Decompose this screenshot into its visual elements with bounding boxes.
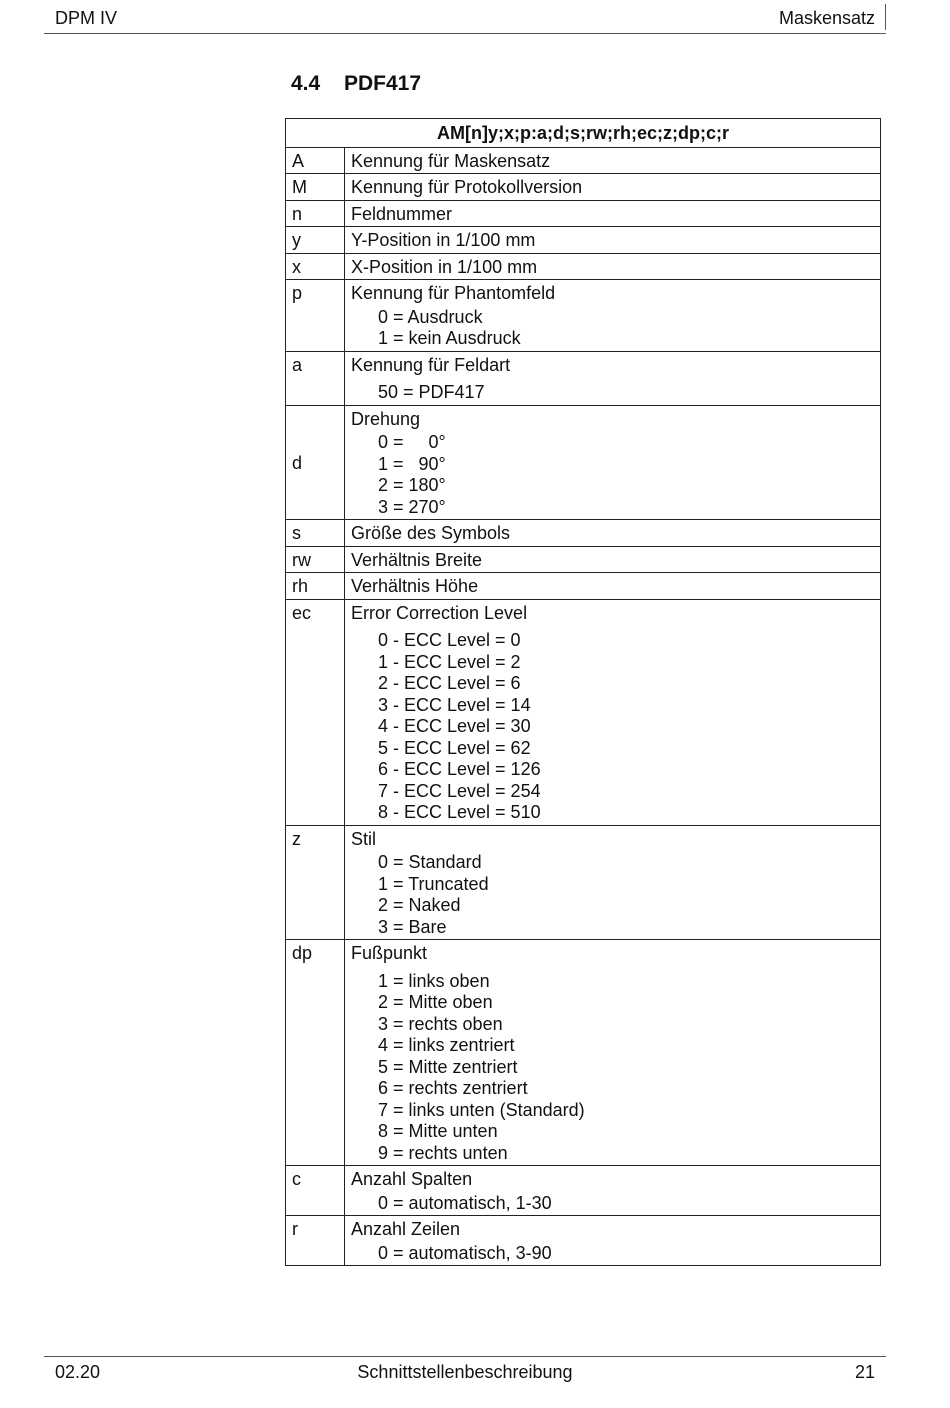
table-row xyxy=(286,147,881,174)
param-description: Anzahl Zeilen xyxy=(351,1219,461,1239)
param-option: 9 = rechts unten xyxy=(378,1142,508,1163)
param-description: Anzahl Spalten xyxy=(351,1169,473,1189)
parameter-table xyxy=(285,118,881,1266)
table-row xyxy=(286,940,881,1166)
param-option: 0 = automatisch, 3-90 xyxy=(378,1242,552,1263)
param-option: 4 = links zentriert xyxy=(378,1035,515,1055)
param-cell xyxy=(345,546,881,573)
param-options xyxy=(378,630,874,824)
table-row xyxy=(286,1166,881,1216)
param-key: M xyxy=(286,174,345,201)
param-option: 1 = 90° xyxy=(378,453,446,474)
table-row xyxy=(286,573,881,600)
param-key: z xyxy=(286,825,345,940)
param-key: p xyxy=(286,280,345,352)
param-option: 4 - ECC Level = 30 xyxy=(378,716,531,736)
param-description: Kennung für Maskensatz xyxy=(351,150,551,171)
param-option: 3 = Bare xyxy=(378,916,447,937)
param-option: 2 = Naked xyxy=(378,895,461,915)
param-option: 2 = Mitte oben xyxy=(378,992,493,1012)
param-key: ec xyxy=(286,599,345,825)
footer-rule xyxy=(44,1356,886,1357)
param-cell xyxy=(345,825,881,940)
param-description: Fußpunkt xyxy=(351,943,428,963)
param-option: 6 = rechts zentriert xyxy=(378,1078,528,1098)
param-description: Stil xyxy=(351,828,377,849)
table-header-row xyxy=(286,119,881,148)
param-options xyxy=(378,382,874,404)
param-cell xyxy=(345,200,881,227)
param-key: s xyxy=(286,520,345,547)
param-description: Verhältnis Höhe xyxy=(351,576,479,596)
table-row xyxy=(286,200,881,227)
param-option: 1 = kein Ausdruck xyxy=(378,328,521,348)
param-description: Kennung für Feldart xyxy=(351,354,511,375)
param-cell xyxy=(345,599,881,825)
param-options xyxy=(378,1243,874,1265)
param-cell xyxy=(345,227,881,254)
param-key: dp xyxy=(286,940,345,1166)
table-row xyxy=(286,351,881,405)
table-row xyxy=(286,546,881,573)
param-key: d xyxy=(286,405,345,520)
table-row xyxy=(286,1216,881,1266)
param-cell xyxy=(345,280,881,352)
param-cell xyxy=(345,253,881,280)
param-options xyxy=(378,1193,874,1215)
param-option: 8 = Mitte unten xyxy=(378,1121,498,1141)
param-cell xyxy=(345,1166,881,1216)
param-option: 8 - ECC Level = 510 xyxy=(378,802,541,822)
param-option: 0 = Ausdruck xyxy=(378,306,483,327)
param-option: 0 = Standard xyxy=(378,852,482,872)
param-key: rh xyxy=(286,573,345,600)
param-option: 7 = links unten (Standard) xyxy=(378,1099,585,1120)
table-row xyxy=(286,825,881,940)
table-row xyxy=(286,253,881,280)
table-row xyxy=(286,280,881,352)
param-description: X-Position in 1/100 mm xyxy=(351,256,538,277)
param-description: Verhältnis Breite xyxy=(351,549,483,570)
param-key: c xyxy=(286,1166,345,1216)
table-row xyxy=(286,227,881,254)
header-rule xyxy=(44,33,886,34)
param-options xyxy=(378,971,874,1165)
param-description: Y-Position in 1/100 mm xyxy=(351,230,536,250)
section-number: 4.4 xyxy=(291,72,321,95)
param-option: 1 = Truncated xyxy=(378,873,489,894)
param-option: 2 = 180° xyxy=(378,475,446,495)
param-options xyxy=(378,307,874,350)
param-cell xyxy=(345,940,881,1166)
param-cell xyxy=(345,405,881,520)
header-rule-tick xyxy=(885,4,886,30)
header-product: DPM IV xyxy=(55,8,118,28)
param-cell xyxy=(345,174,881,201)
param-cell xyxy=(345,573,881,600)
param-description: Größe des Symbols xyxy=(351,523,511,543)
param-key: rw xyxy=(286,546,345,573)
param-description: Feldnummer xyxy=(351,203,453,224)
param-cell xyxy=(345,351,881,405)
command-syntax: AM[n]y;x;p:a;d;s;rw;rh;ec;z;dp;c;r xyxy=(286,119,881,148)
param-cell xyxy=(345,520,881,547)
param-description: Error Correction Level xyxy=(351,602,528,623)
param-option: 1 = links oben xyxy=(378,970,490,991)
table-row xyxy=(286,599,881,825)
footer-version: 02.20 xyxy=(55,1362,101,1382)
param-key: y xyxy=(286,227,345,254)
param-option: 1 - ECC Level = 2 xyxy=(378,651,521,672)
param-description: Drehung xyxy=(351,408,421,429)
param-key: r xyxy=(286,1216,345,1266)
param-option: 3 - ECC Level = 14 xyxy=(378,694,531,715)
param-cell xyxy=(345,1216,881,1266)
param-option: 0 = 0° xyxy=(378,432,446,452)
param-option: 5 - ECC Level = 62 xyxy=(378,737,531,758)
param-option: 50 = PDF417 xyxy=(378,382,485,402)
param-description: Kennung für Phantomfeld xyxy=(351,283,556,303)
param-option: 5 = Mitte zentriert xyxy=(378,1056,518,1077)
table-body xyxy=(286,147,881,1266)
section-title: PDF417 xyxy=(344,72,422,95)
param-option: 3 = rechts oben xyxy=(378,1013,503,1034)
param-cell xyxy=(345,147,881,174)
param-key: x xyxy=(286,253,345,280)
param-options xyxy=(378,432,874,518)
param-option: 0 = automatisch, 1-30 xyxy=(378,1192,552,1213)
header-chapter: Maskensatz xyxy=(778,8,875,28)
param-option: 3 = 270° xyxy=(378,496,446,517)
param-option: 6 - ECC Level = 126 xyxy=(378,759,541,779)
footer-title: Schnittstellenbeschreibung xyxy=(357,1362,573,1382)
param-key: n xyxy=(286,200,345,227)
param-key: A xyxy=(286,147,345,174)
table-row xyxy=(286,405,881,520)
table-row xyxy=(286,174,881,201)
section-heading xyxy=(291,72,421,96)
param-option: 0 - ECC Level = 0 xyxy=(378,630,521,650)
param-description: Kennung für Protokollversion xyxy=(351,177,583,197)
param-option: 7 - ECC Level = 254 xyxy=(378,780,541,801)
page-number: 21 xyxy=(854,1362,875,1382)
param-key: a xyxy=(286,351,345,405)
param-options xyxy=(378,852,874,938)
param-option: 2 - ECC Level = 6 xyxy=(378,673,521,693)
table-row xyxy=(286,520,881,547)
